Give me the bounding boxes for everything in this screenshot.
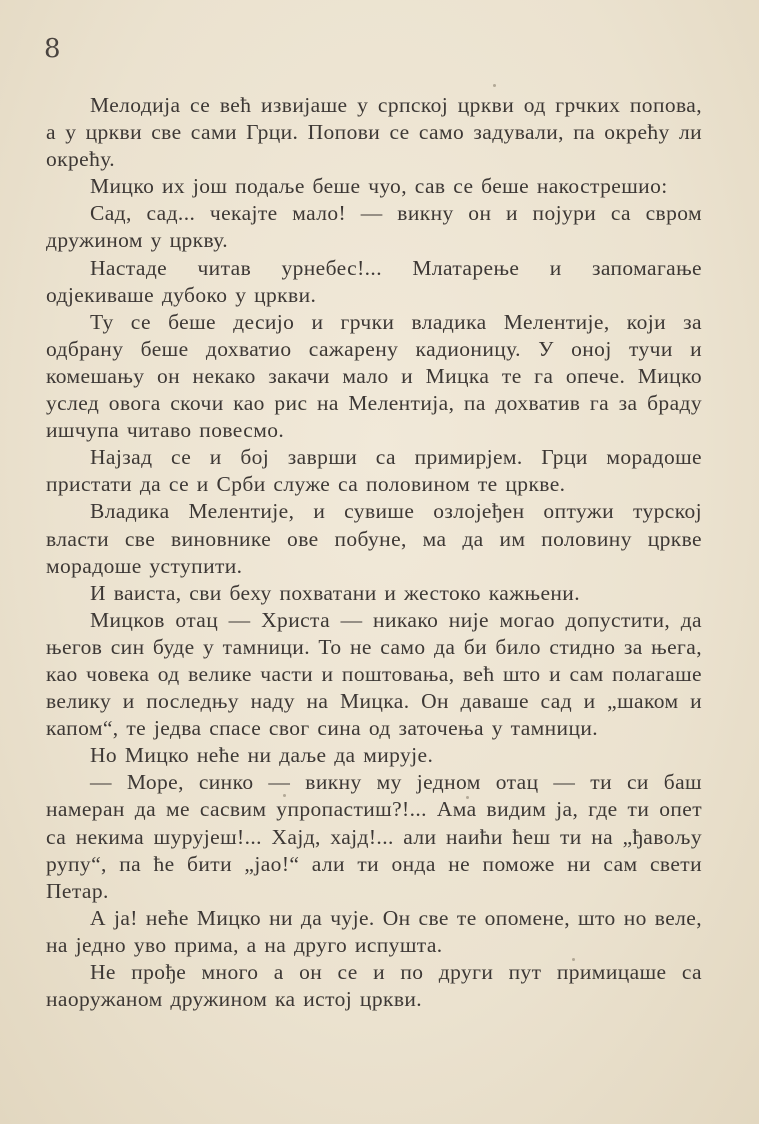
paragraph: А ја! неће Мицко ни да чује. Он све те опомене, што но веле, на једно уво прима, а на друго испушта. [46,905,702,957]
paper-speck [493,84,496,87]
paragraph: Мицков отац — Христа — никако није могао допустити, да његов син буде у тамници. То не само да би било стидно за њега, као човека од велике части и поштовања, већ што и сам полагаше велику и последњу наду на Мицка. Он даваше сад и „шаком и капом“, те једва спасе свог сина од заточења у тамници. [46,607,702,741]
paragraph: Владика Мелентије, и сувише озлојеђен оптужи турској власти све виновнике ове побуне, ма да им половину цркве морадоше уступити. [46,499,702,578]
paragraph: Но Мицко неће ни даље да мирује. [90,743,434,768]
paragraph: Сад, сад... чекајте мало! — викну он и појури са свром дружином у цркву. [46,201,702,253]
paragraph: Настаде читав урнебес!... Млатарење и запомагање одјекиваше дубоко у цркви. [46,255,702,307]
body-text [46,92,702,1013]
paragraph: Ту се беше десијо и грчки владика Мелентије, који за одбрану беше дохватио сажарену кадионицу. У оној тучи и комешању он некако закачи мало и Мицка те га опече. Мицко услед овога скочи као рис на Мелентија, па дохватив га за браду ишчупа читаво повесмо. [46,309,702,443]
paragraph: Мелодија се већ извијаше у српској цркви од грчких попова, а у цркви све сами Грци. Попови се само задували, па окрећу ли окрећу. [46,93,702,172]
page-number: 8 [44,34,61,64]
paragraph: Не прође много а он се и по други пут примицаше са наоружаном дружином ка истој цркви. [46,960,702,1012]
paragraph: Мицко их још подаље беше чуо, сав се беше накострешио: [90,174,668,199]
paragraph: Најзад се и бој заврши са примирјем. Грци морадоше пристати да се и Срби служе са половином те цркве. [46,445,702,497]
paragraph: И ваиста, сви беху похватани и жестоко кажњени. [90,580,580,605]
paragraph: — Море, синко — викну му једном отац — ти си баш намеран да ме сасвим упропастиш?!... Ама видим ја, где ти опет са некима шурујеш!... Хајд, хајд!... али наићи ћеш ти на „ђавољу рупу“, па ће бити „јао!“ али ти онда не поможе ни сам свети Петар. [46,770,702,903]
